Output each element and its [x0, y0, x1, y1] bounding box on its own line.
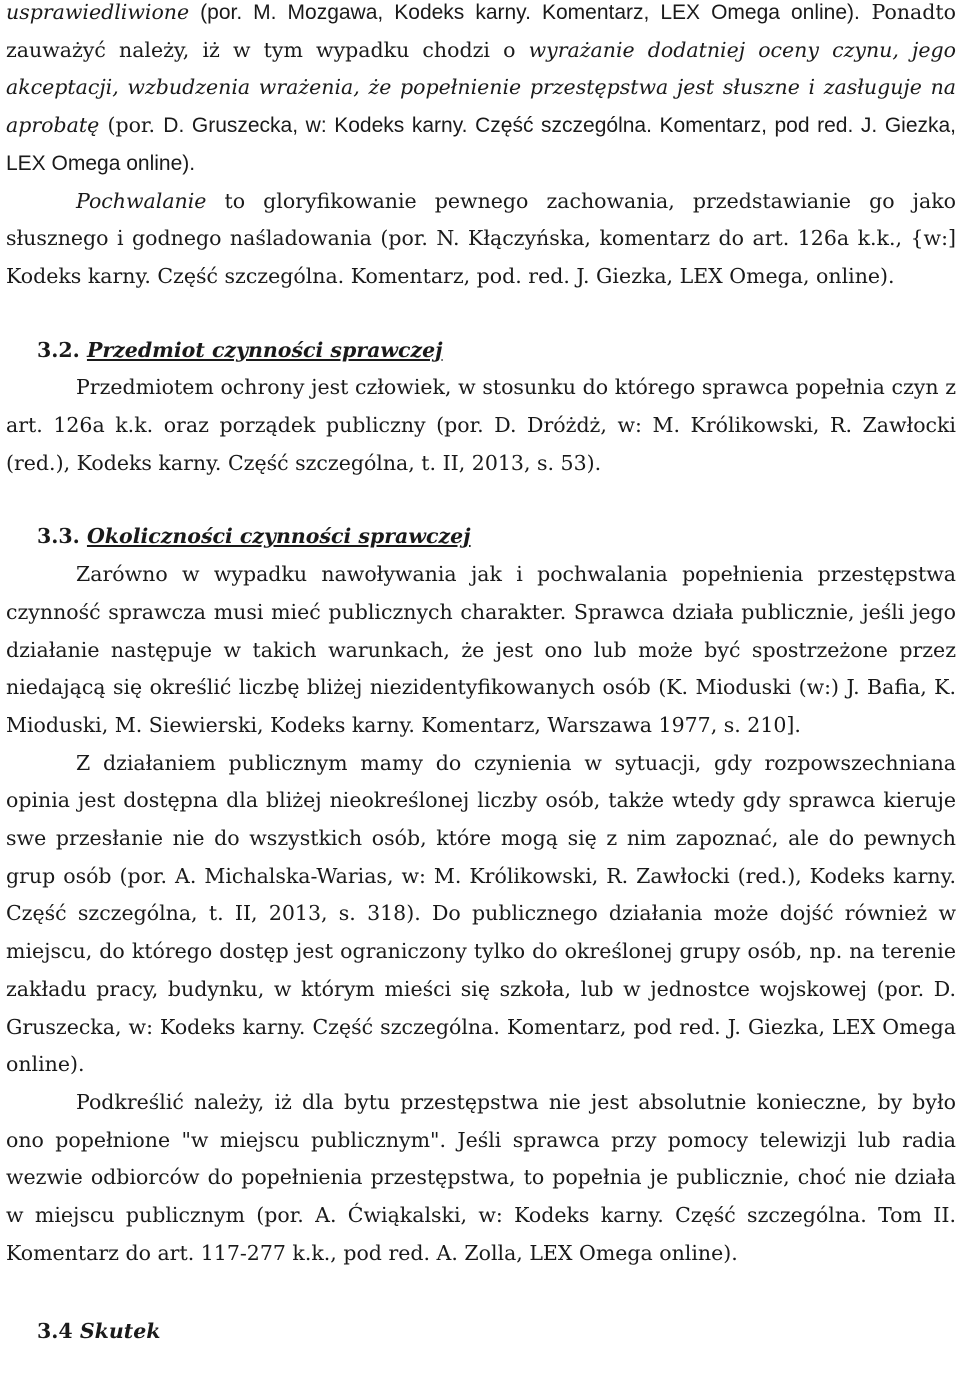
section-title: Okoliczności czynności sprawczej: [86, 524, 471, 549]
body-text: to gloryfikowanie pewnego zachowania, przedstawianie go jako słusznego i godnego naśladowania (por. N. Kłączyńska, komentarz do art. 126a k.k., {w:] Kodeks karny. Część szczególna. Komentarz, pod. red. J. Giezka, LEX Omega, online).: [6, 188, 956, 288]
section-title: Przedmiot czynności sprawczej: [86, 337, 443, 362]
section-heading-3-2: [6, 332, 956, 370]
citation-text: (por. M. Mozgawa, Kodeks karny. Komentarz, LEX Omega online).: [189, 1, 860, 24]
italic-phrase: usprawiedliwione: [6, 0, 190, 24]
document-page: [6, 0, 956, 1350]
section-heading-3-3: [6, 518, 956, 556]
section-3-3-paragraph-1: Zarówno w wypadku nawoływania jak i pochwalania popełnienia przestępstwa czynność sprawcza musi mieć publicznych charakter. Sprawca działa publicznie, jeśli jego działanie następuje w takich warunkach, że jest ono lub może być spostrzeżone przez niedającą się określić liczbę bliżej niezidentyfikowanych osób (K. Mioduski (w:) J. Bafia, K. Mioduski, M. Siewierski, Kodeks karny. Komentarz, Warszawa 1977, s. 210].: [6, 562, 956, 737]
italic-phrase: wyrażanie dodatniej oceny czynu, jego akceptacji, wzbudzenia wrażenia, że popełnienie przestępstwa jest słuszne i zasługuje na aprobatę: [6, 37, 956, 138]
italic-term: Pochwalanie: [76, 188, 207, 213]
section-3-3-paragraph-2: Z działaniem publicznym mamy do czynienia w sytuacji, gdy rozpowszechniana opinia jest dostępna dla bliżej nieokreślonej liczby osób, także wtedy gdy sprawca kieruje swe przesłanie nie do wszystkich osób, które mogą się z nim zapoznać, ale do pewnych grup osób (por. A. Michalska-Warias, w: M. Królikowski, R. Zawłocki (red.), Kodeks karny. Część szczególna, t. II, 2013, s. 318). Do publicznego działania może dojść również w miejscu, do którego dostęp jest ograniczony tylko do określonej grupy osób, np. na terenie zakładu pracy, budynku, w którym mieści się szkoła, lub w jednostce wojskowej (por. D. Gruszecka, w: Kodeks karny. Część szczególna. Komentarz, pod red. J. Giezka, LEX Omega online).: [6, 750, 956, 1077]
section-3-3-paragraph-3: Podkreślić należy, iż dla bytu przestępstwa nie jest absolutnie konieczne, by było ono popełnione "w miejscu publicznym". Jeśli sprawca przy pomocy telewizji lub radia wezwie odbiorców do popełnienia przestępstwa, to popełnia je publicznie, choć nie działa w miejscu publicznym (por. A. Ćwiąkalski, w: Kodeks karny. Część szczególna. Tom II. Komentarz do art. 117-277 k.k., pod red. A. Zolla, LEX Omega online).: [6, 1089, 956, 1265]
paragraph-continuation: [6, 0, 956, 183]
paragraph-pochwalanie: [6, 183, 956, 296]
citation-text: D. Gruszecka, w: Kodeks karny. Część szczególna. Komentarz, pod red. J. Giezka, LEX Omega online).: [6, 114, 957, 175]
body-text: (por.: [99, 113, 164, 138]
section-number: 3.2.: [37, 337, 80, 362]
section-heading-3-4: [6, 1313, 956, 1351]
section-3-2-body: Przedmiotem ochrony jest człowiek, w stosunku do którego sprawca popełnia czyn z art. 126a k.k. oraz porządek publiczny (por. D. Dróżdż, w: M. Królikowski, R. Zawłocki (red.), Kodeks karny. Część szczególna, t. II, 2013, s. 53).: [6, 375, 956, 475]
section-number: 3.3.: [37, 524, 80, 549]
section-number: 3.4: [37, 1318, 73, 1343]
section-title: Skutek: [79, 1318, 161, 1343]
body-text: Ponadto zauważyć należy, iż w tym wypadku chodzi o: [6, 0, 956, 62]
